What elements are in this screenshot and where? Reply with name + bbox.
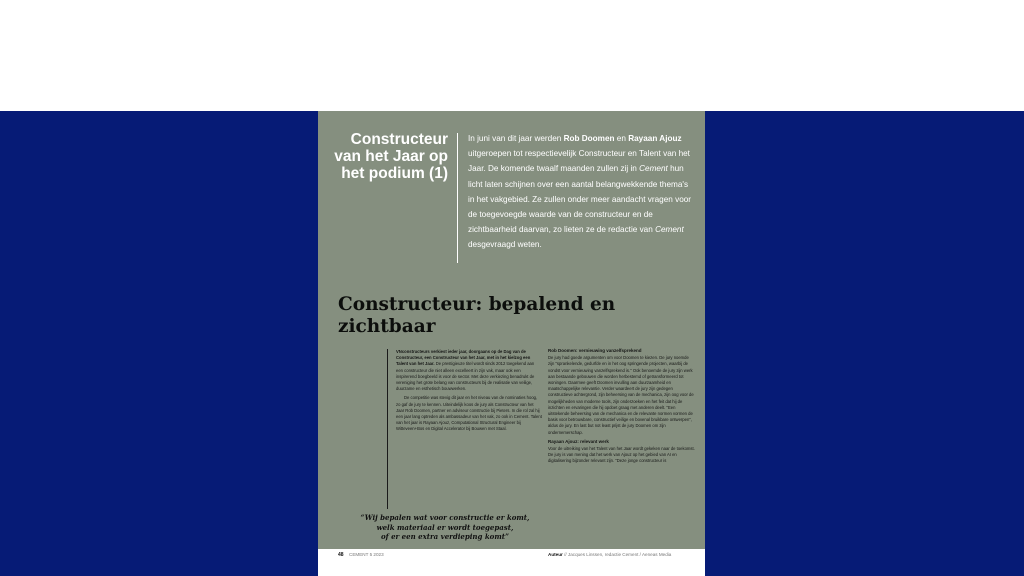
intro-span: desgevraagd weten. xyxy=(468,240,542,250)
author-label: Auteur xyxy=(548,552,563,557)
magazine-issue: CEMENT 5 2023 xyxy=(349,552,384,557)
paragraph xyxy=(396,349,542,392)
quote-line: of er een extra verdieping komt” xyxy=(380,532,510,542)
intro-magazine-name: Cement xyxy=(655,225,684,235)
pull-quote xyxy=(340,513,550,542)
subheading: Rob Doomen: vernieuwing vanzelfsprekend xyxy=(548,348,642,353)
author-text: // Jacques Linssen, redactie Cement / Aeneas Media xyxy=(562,552,672,557)
article-headline xyxy=(338,294,678,338)
intro-name: Rayaan Ajouz xyxy=(628,134,682,143)
article-panel xyxy=(318,111,705,549)
intro-text xyxy=(468,131,696,253)
headline-line: Constructeur: bepalend en xyxy=(338,294,616,315)
page-number: 48 xyxy=(338,552,344,558)
intro-span: en xyxy=(614,134,629,143)
intro-span: uitgeroepen tot respectievelijk Constructeur en Talent van het Jaar. De komende twaalf maanden zullen zij in xyxy=(468,149,690,174)
section-title-line: het podium (1) xyxy=(341,165,448,182)
headline-line: zichtbaar xyxy=(338,316,436,337)
text-column-left xyxy=(396,349,542,436)
paragraph: Voor de uitreiking van het Talent van het Jaar wordt gekeken naar de toekomst. De jury is van mening dat het werk van Ajouz op het gebied van AI en digitalisering bijzonder relevant zijn. "Deze jonge constructeur is xyxy=(548,446,695,464)
subheading: Rayaan Ajouz: relevant werk xyxy=(548,438,609,444)
paragraph: De competitie was stevig dit jaar en het niveau van de nominaties hoog, zo gaf de jury te kennen. Uiteindelijk koos de jury als Constructeur van het Jaar Rob Doomen, partner en adviseur constructie bij Pieters. In die rol zal hij een jaar lang optreden als ambassadeur van het vak, zo ook in Cement. Talent van het jaar is Rayaan Ajouz, Computational Structural Engineer bij Witteveen+Bos en Digital Accelerator bij Bouwen met Staal. xyxy=(396,395,542,432)
section-title xyxy=(320,131,448,182)
intro-span: hun licht laten schijnen over een aantal belangwekkende thema's in het vakgebied. Ze zullen onder meer aandacht vragen voor de toegevoegde waarde van de constructeur en de zichtbaarheid daarvan, zo lieten ze de redactie van xyxy=(468,164,692,235)
section-title-line: Constructeur xyxy=(350,131,448,148)
quote-line: “Wij bepalen wat voor constructie er komt, xyxy=(360,513,530,522)
divider xyxy=(457,133,458,263)
intro-name: Rob Doomen xyxy=(563,134,615,143)
column-rule xyxy=(387,349,388,509)
section-title-line: van het Jaar op xyxy=(334,148,448,165)
intro-magazine-name: Cement xyxy=(639,164,668,174)
lead-text: VNconstructeurs verkiest ieder jaar, doorgaans op de Dag van de Constructeur, een Constructeur van het Jaar, met in het kielzog een Talent van het Jaar. xyxy=(396,349,531,367)
page-footer xyxy=(318,549,705,576)
author-credit xyxy=(548,552,671,557)
paragraph: De jury had goede argumenten om voor Doomen te kiezen. De jury noemde zijn "sprankelende, gedurfde en in het oog springende projecten, waarbij de vondst voor vernieuwing vanzelfsprekend is." Ook benoemde de jury zijn werk aan bestaande gebouwen die worden herbestemd of getransformeerd tot woningen. Daarmee geeft Doomen invulling aan duurzaamheid en maatschappelijke relevantie. Verder waardeert de jury zijn gedegen constructieve achtergrond, zijn beheersing van de mechanica, zijn oog voor de mogelijkheden van moderne tools, zijn onderzoeken en het feit dat hij de inzichten en ervaringen die hij opdoet graag met anderen deelt. "Een uitstekende beheersing van de mechanica en de relevante normen vormen de basis voor betrouwbare, constructief veilige en bovenal bruikbare ontwerpen", aldus de jury. En last but not least prijst de jury Doomen om zijn ondernemerschap. xyxy=(548,355,694,435)
text-column-right xyxy=(548,348,696,468)
intro-span: In juni van dit jaar werden xyxy=(468,134,564,143)
magazine-page xyxy=(318,111,705,576)
quote-line: welk materiaal er wordt toegepast, xyxy=(376,522,514,532)
body-text: De prestigieuze titel wordt sinds 2012 toegekend aan een constructeur die niet alleen excelleert in zijn vak, maar ook een inspirerend boegbeeld is voor de sector. Met deze verkiezing benadrukt de vereniging het grote belang van constructeurs bij de realisatie van veilige, duurzame en esthetisch bouwwerken. xyxy=(396,361,535,392)
